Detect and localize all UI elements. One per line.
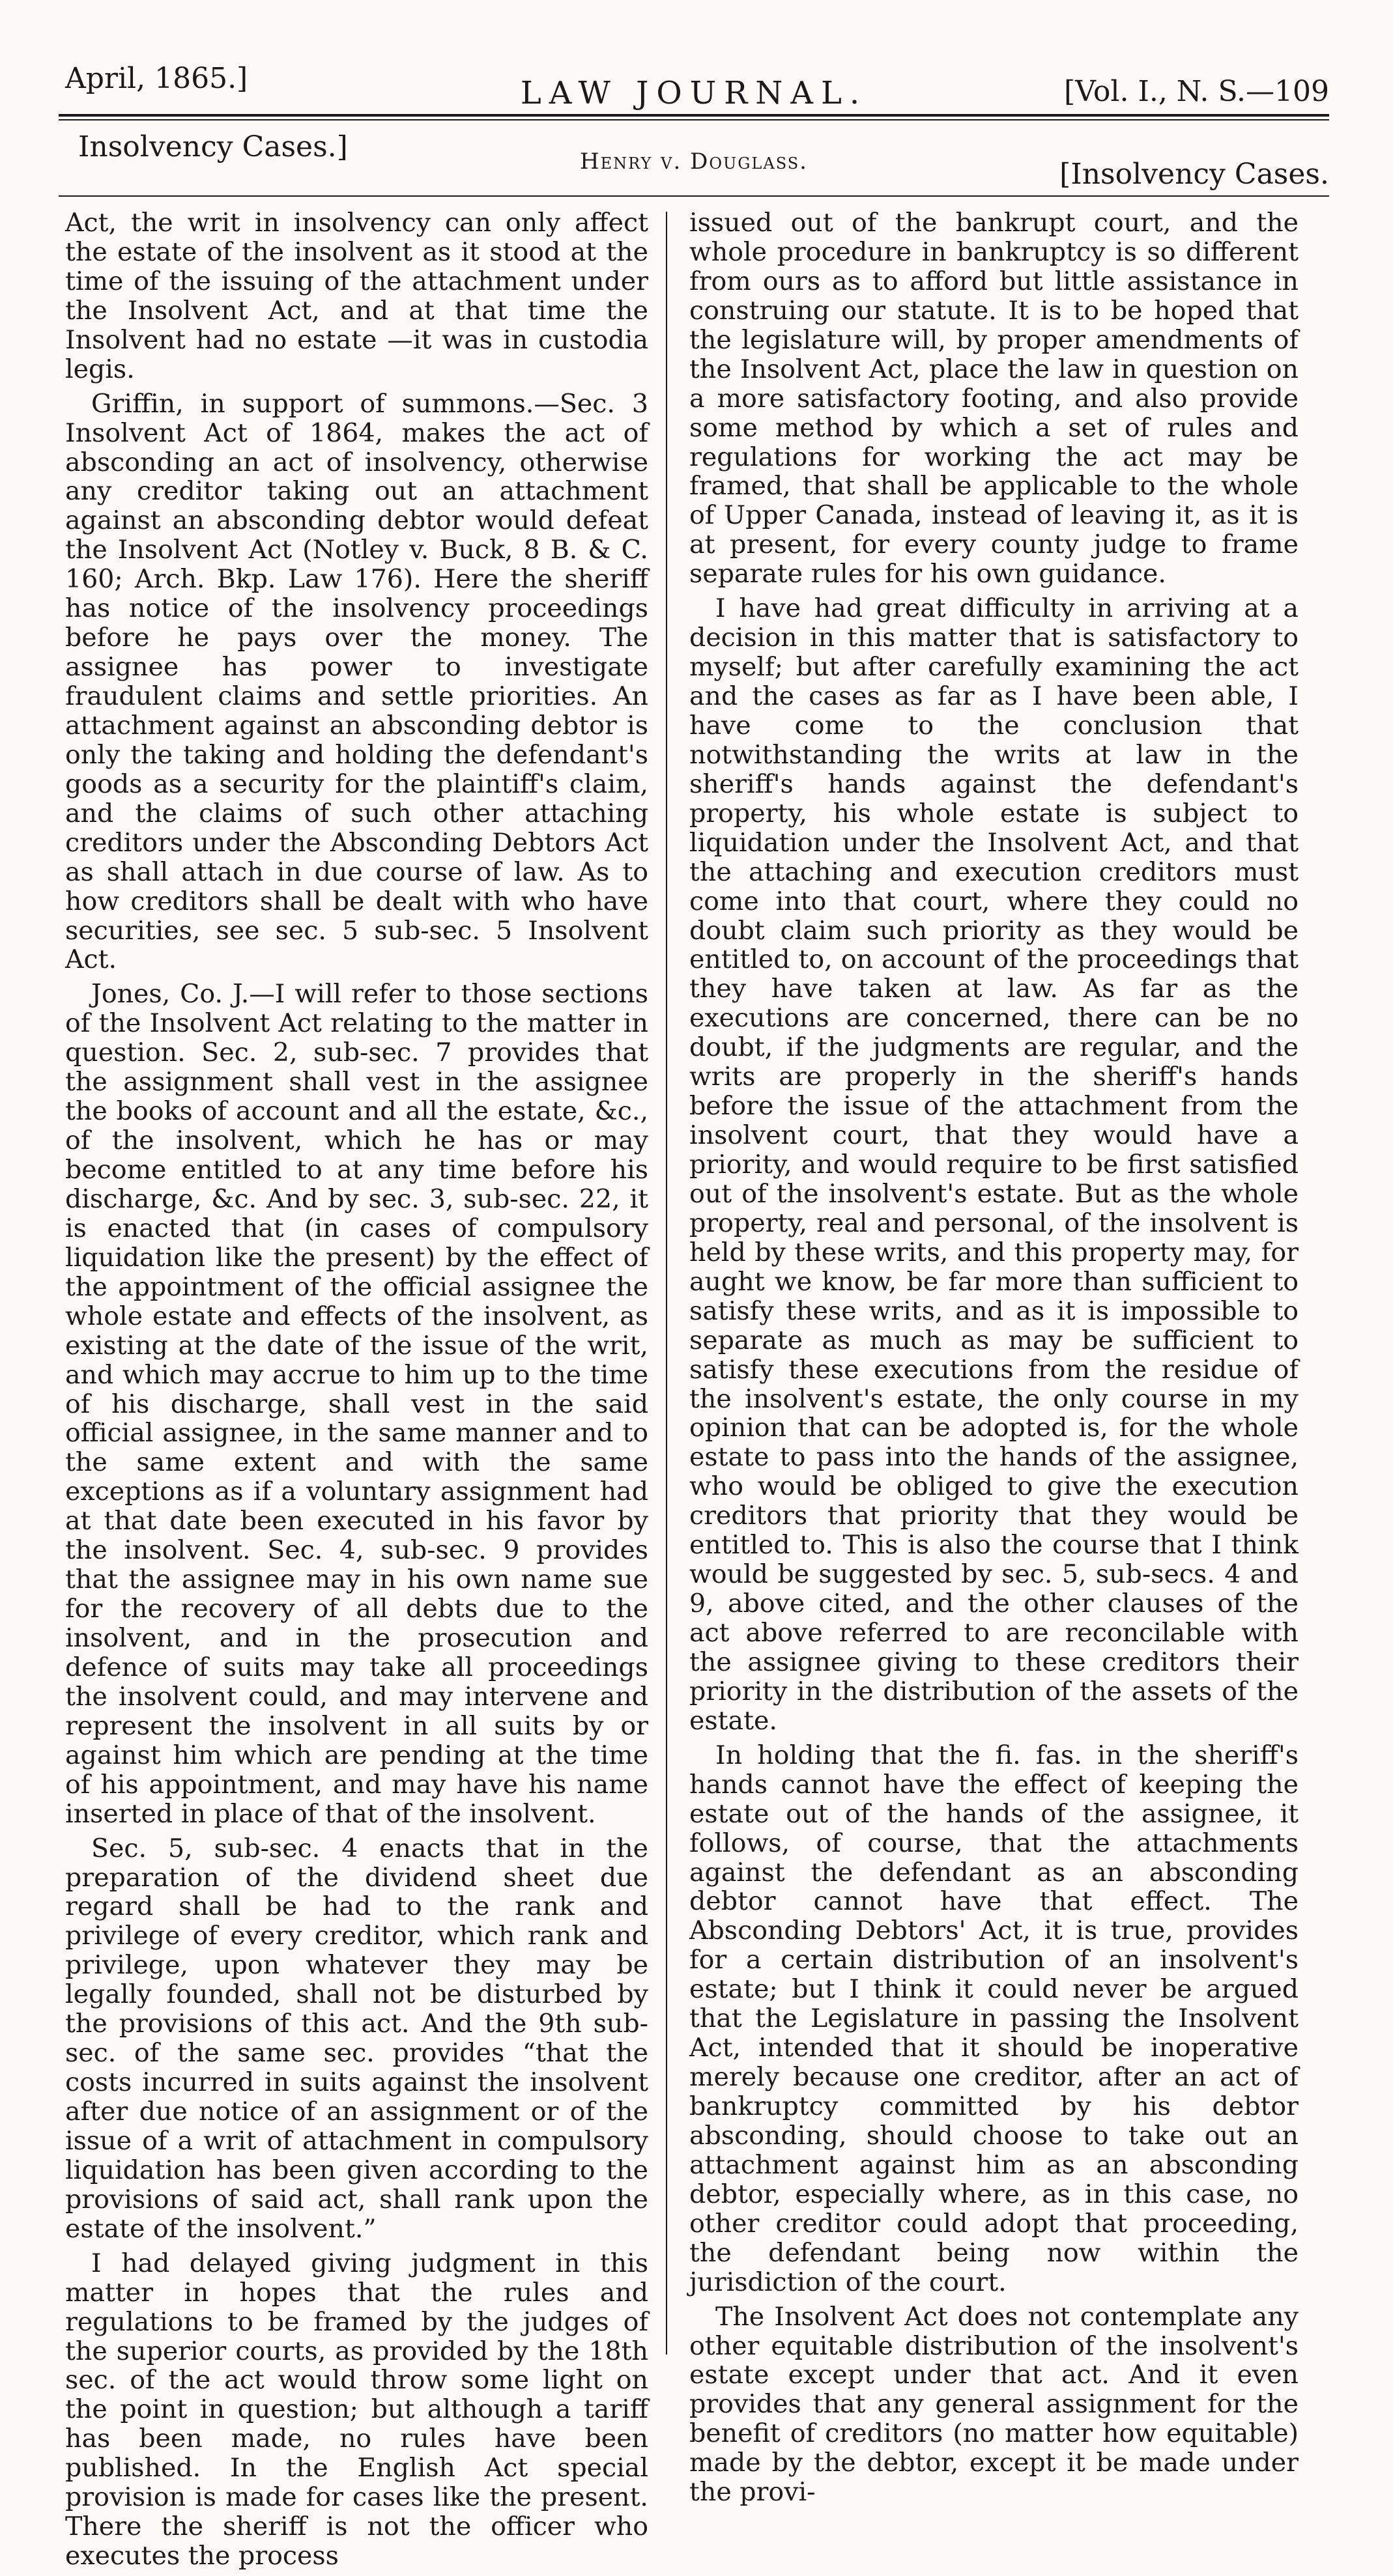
- journal-title: LAW JOURNAL.: [520, 75, 868, 111]
- subheader-rule: [59, 195, 1329, 197]
- paragraph: issued out of the bankrupt court, and the whole procedure in bankruptcy is so different from ours as to afford but little assistance in construing our statute. It is to be hoped that the legislature will, by proper amendments of the Insolvent Act, place the law in question on a more satisfactory footing, and also provide some method by which a set of rules and regulations for working the act may be framed, that shall be applicable to the whole of Upper Canada, instead of leaving it, as it is at present, for every county judge to frame separate rules for his own guidance.: [689, 208, 1299, 589]
- paragraph: The Insolvent Act does not contemplate any other equitable distribution of the insolvent's estate except under that act. And it even provides that any general assignment for the benefit of creditors (no matter how equitable) made by the debtor, except it be made under the provi-: [689, 2301, 1299, 2508]
- paragraph: Griffin, in support of summons.—Sec. 3 Insolvent Act of 1864, makes the act of absconding an act of insolvency, otherwise any creditor taking out an attachment against an absconding debtor would defeat the Insolvent Act (Notley v. Buck, 8 B. & C. 160; Arch. Bkp. Law 176). Here the sheriff has notice of the insolvency proceedings before he pays over the money. The assignee has power to investigate fraudulent claims and settle priorities. An attachment against an absconding debtor is only the taking and holding the defendant's goods as a security for the plaintiff's claim, and the claims of such other attaching creditors under the Absconding Debtors Act as shall attach in due course of law. As to how creditors shall be dealt with who have securities, see sec. 5 sub-sec. 5 Insolvent Act.: [65, 388, 648, 975]
- column-divider: [666, 212, 667, 2355]
- right-column: [689, 208, 1299, 2512]
- section-label-left: Insolvency Cases.]: [78, 130, 348, 163]
- volume-page-number: [Vol. I., N. S.—109: [1064, 75, 1329, 108]
- paragraph: Act, the writ in insolvency can only affect the estate of the insolvent as it stood at the time of the issuing of the attachment under the Insolvent Act, and at that time the Insolvent had no estate —it was in custodia legis.: [65, 208, 648, 384]
- paragraph: Sec. 5, sub-sec. 4 enacts that in the preparation of the dividend sheet due regard shall be had to the rank and privilege of every creditor, which rank and privilege, upon whatever they may be legally founded, shall not be disturbed by the provisions of this act. And the 9th sub-sec. of the same sec. provides “that the costs incurred in suits against the insolvent after due notice of an assignment or of the issue of a writ of attachment in compulsory liquidation has been given according to the provisions of said act, shall rank upon the estate of the insolvent.”: [65, 1833, 648, 2244]
- section-label-right: [Insolvency Cases.: [1059, 158, 1329, 191]
- paragraph: I had delayed giving judgment in this matter in hopes that the rules and regulations to be framed by the judges of the superior courts, as provided by the 18th sec. of the act would throw some light on the point in question; but although a tariff has been made, no rules have been published. In the English Act special provision is made for cases like the present. There the sheriff is not the officer who executes the process: [65, 2248, 648, 2571]
- running-header: [59, 62, 1329, 120]
- paragraph: Jones, Co. J.—I will refer to those sections of the Insolvent Act relating to the matter in question. Sec. 2, sub-sec. 7 provides that the assignment shall vest in the assignee the books of account and all the estate, &c., of the insolvent, which he has or may become entitled to at any time before his discharge, &c. And by sec. 3, sub-sec. 22, it is enacted that (in cases of compulsory liquidation like the present) by the effect of the appointment of the official assignee the whole estate and effects of the insolvent, as existing at the date of the issue of the writ, and which may accrue to him up to the time of his discharge, shall vest in the said official assignee, in the same manner and to the same extent and with the same exceptions as if a voluntary assignment had at that date been executed in his favor by the insolvent. Sec. 4, sub-sec. 9 provides that the assignee may in his own name sue for the recovery of all debts due to the insolvent, and in the prosecution and defence of suits may take all proceedings the insolvent could, and may intervene and represent the insolvent in all suits by or against him which are pending at the time of his appointment, and may have his name inserted in place of that of the insolvent.: [65, 979, 648, 1829]
- issue-date: April, 1865.]: [65, 62, 248, 95]
- case-header: [59, 130, 1329, 191]
- left-column: [65, 208, 648, 2576]
- header-rule-thin: [59, 119, 1329, 120]
- case-title: Henry v. Douglass.: [580, 149, 808, 175]
- header-rule-thick: [59, 114, 1329, 117]
- paragraph: I have had great difficulty in arriving at a decision in this matter that is satisfactory to myself; but after carefully examining the act and the cases as far as I have been able, I have come to the conclusion that notwithstanding the writs at law in the sheriff's hands against the defendant's property, his whole estate is subject to liquidation under the Insolvent Act, and that the attaching and execution creditors must come into that court, where they could no doubt claim such priority as they would be entitled to, on account of the proceedings that they have taken at law. As far as the executions are concerned, there can be no doubt, if the judgments are regular, and the writs are properly in the sheriff's hands before the issue of the attachment from the insolvent court, that they would have a priority, and would require to be first satisfied out of the insolvent's estate. But as the whole property, real and personal, of the insolvent is held by these writs, and this property may, for aught we know, be far more than sufficient to satisfy these writs, and as it is impossible to separate as much as may be sufficient to satisfy these executions from the residue of the insolvent's estate, the only course in my opinion that can be adopted is, for the whole estate to pass into the hands of the assignee, who would be obliged to give the execution creditors that priority that they would be entitled to. This is also the course that I think would be suggested by sec. 5, sub-secs. 4 and 9, above cited, and the other clauses of the act above referred to are reconcilable with the assignee giving to these creditors their priority in the distribution of the assets of the estate.: [689, 593, 1299, 1736]
- paragraph: In holding that the fi. fas. in the sheriff's hands cannot have the effect of keeping the estate out of the hands of the assignee, it follows, of course, that the attachments against the defendant as an absconding debtor cannot have that effect. The Absconding Debtors' Act, it is true, provides for a certain distribution of an insolvent's estate; but I think it could never be argued that the Legislature in passing the Insolvent Act, intended that it should be inoperative merely because one creditor, after an act of bankruptcy committed by his debtor absconding, should choose to take out an attachment against him as an absconding debtor, especially where, as in this case, no other creditor could adopt that proceeding, the defendant being now within the jurisdiction of the court.: [689, 1740, 1299, 2297]
